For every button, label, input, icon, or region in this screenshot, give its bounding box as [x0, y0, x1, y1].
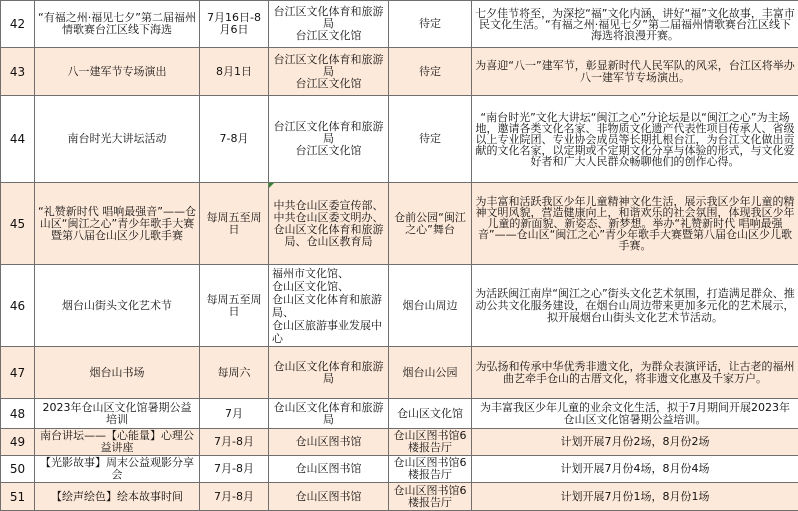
- activity-name-cell[interactable]: 南台时光大讲坛活动: [35, 96, 200, 183]
- row-number[interactable]: 49: [1, 429, 35, 456]
- activity-name-cell[interactable]: “礼赞新时代 唱响最强音”——仓山区“闽江之心”青少年歌手大赛暨第八届仓山区少儿歌手赛: [35, 183, 200, 265]
- activity-name-cell[interactable]: 【光影故事】周末公益观影分享会: [35, 456, 200, 483]
- activity-name-cell[interactable]: 烟台山街头文化艺术节: [35, 265, 200, 347]
- activity-name-cell[interactable]: “有福之州·福见七夕”第二届福州情歌赛台江区线下海选: [35, 1, 200, 48]
- organizer-cell[interactable]: 仓山区图书馆: [269, 429, 389, 456]
- row-number[interactable]: 45: [1, 183, 35, 265]
- activity-time-cell[interactable]: 8月1日: [200, 48, 269, 96]
- activity-time-cell[interactable]: 7-8月: [200, 96, 269, 183]
- description-cell[interactable]: 为活跃闽江南岸“闽江之心”街头文化艺术氛围，打造满足群众、推动公共文化服务建设，在烟台山周边带来更加多元化的艺术展示，拟开展烟台山街头文化艺术节活动。: [472, 265, 798, 347]
- table-row: [1, 429, 798, 456]
- venue-cell[interactable]: 仓山区图书馆6楼报告厅: [389, 456, 472, 483]
- table-row: [1, 96, 798, 183]
- description-cell[interactable]: 为丰富和活跃我区少年儿童精神文化生活，展示我区少年儿童的精神文明风貌，营造健康向上，和谐欢乐的社会氛围，体现我区少年儿童的新面貌、新姿态、新梦想。举办“礼赞新时代 唱响最强音”——仓山区“闽江之心”青少年歌手大赛暨第八届仓山区少儿歌手赛。: [472, 183, 798, 265]
- venue-cell[interactable]: 待定: [389, 48, 472, 96]
- table-row: [1, 483, 798, 511]
- description-cell[interactable]: 七夕佳节将至，为深挖“福”文化内涵，讲好“福”文化故事，丰富市民文化生活。“有福之州·福见七夕”第二届福州情歌赛台江区线下海选将浪漫开赛。: [472, 1, 798, 48]
- organizer-cell[interactable]: 台江区文化体育和旅游局 台江区文化馆: [269, 1, 389, 48]
- venue-cell[interactable]: 烟台山周边: [389, 265, 472, 347]
- activity-time-cell[interactable]: 7月: [200, 399, 269, 429]
- table-row: [1, 1, 798, 48]
- row-number[interactable]: 43: [1, 48, 35, 96]
- row-number[interactable]: 44: [1, 96, 35, 183]
- row-number[interactable]: 50: [1, 456, 35, 483]
- venue-cell[interactable]: 仓山区图书馆6楼报告厅: [389, 483, 472, 511]
- row-number[interactable]: 46: [1, 265, 35, 347]
- row-number[interactable]: 51: [1, 483, 35, 511]
- description-cell[interactable]: 为丰富我区少年儿童的业余文化生活，拟于7月期间开展2023年仓山区文化馆暑期公益培训。: [472, 399, 798, 429]
- table-row: [1, 347, 798, 399]
- activity-time-cell[interactable]: 7月-8月: [200, 483, 269, 511]
- venue-cell[interactable]: 烟台山公园: [389, 347, 472, 399]
- venue-cell[interactable]: 仓山区图书馆6楼报告厅: [389, 429, 472, 456]
- table-row: [1, 399, 798, 429]
- activity-time-cell[interactable]: 每周五至周日: [200, 183, 269, 265]
- row-number[interactable]: 42: [1, 1, 35, 48]
- venue-cell[interactable]: 仓前公园“闽江之心”舞台: [389, 183, 472, 265]
- organizer-cell[interactable]: 仓山区文化体育和旅游局: [269, 347, 389, 399]
- activity-time-cell[interactable]: 7月16日-8月6日: [200, 1, 269, 48]
- row-number[interactable]: 47: [1, 347, 35, 399]
- venue-cell[interactable]: 仓山区文化馆: [389, 399, 472, 429]
- activity-name-cell[interactable]: 八一建军节专场演出: [35, 48, 200, 96]
- description-cell[interactable]: “南台时光”文化大讲坛“闽江之心”分论坛是以“闽江之心”为主场地，邀请各类文化名家、非物质文化遗产代表性项目传承人、省级以上专业院团、专业协会成员等长期扎根台江，为台江文化做出贡献的文化名家，以定期或不定期文化分享与体验的形式，与文化爱好者和广大人民群众畅聊他们的创作心得。: [472, 96, 798, 183]
- table-row: [1, 265, 798, 347]
- activity-name-cell[interactable]: 烟台山书场: [35, 347, 200, 399]
- description-cell[interactable]: 为喜迎“八一”建军节，彰显新时代人民军队的风采，台江区将举办八一建军节专场演出。: [472, 48, 798, 96]
- activity-name-cell[interactable]: 2023年仓山区文化馆暑期公益培训: [35, 399, 200, 429]
- venue-cell[interactable]: 待定: [389, 96, 472, 183]
- organizer-cell[interactable]: 台江区文化体育和旅游局 台江区文化馆: [269, 96, 389, 183]
- activity-name-cell[interactable]: 南台讲坛——【心能量】心理公益讲座: [35, 429, 200, 456]
- table-row: [1, 183, 798, 265]
- table-row: [1, 48, 798, 96]
- organizer-cell[interactable]: 台江区文化体育和旅游局 台江区文化馆: [269, 48, 389, 96]
- row-number[interactable]: 48: [1, 399, 35, 429]
- organizer-cell[interactable]: 仓山区图书馆: [269, 483, 389, 511]
- activity-name-cell[interactable]: 【绘声绘色】绘本故事时间: [35, 483, 200, 511]
- activity-time-cell[interactable]: 7月-8月: [200, 429, 269, 456]
- activity-time-cell[interactable]: 7月-8月: [200, 456, 269, 483]
- organizer-cell[interactable]: 仓山区图书馆: [269, 456, 389, 483]
- description-cell[interactable]: 计划开展7月份4场，8月份4场: [472, 456, 798, 483]
- organizer-cell[interactable]: 中共仓山区委宣传部、中共仓山区委文明办、仓山区文化体育和旅游局、仓山区教育局: [269, 183, 389, 265]
- description-cell[interactable]: 计划开展7月份2场，8月份2场: [472, 429, 798, 456]
- activity-time-cell[interactable]: 每周六: [200, 347, 269, 399]
- organizer-cell[interactable]: 仓山区文化体育和旅游局: [269, 399, 389, 429]
- activity-time-cell[interactable]: 每周五至周日: [200, 265, 269, 347]
- description-cell[interactable]: 计划开展7月份1场，8月份1场: [472, 483, 798, 511]
- table-row: [1, 456, 798, 483]
- organizer-cell[interactable]: 福州市文化馆、 仓山区文化馆、 仓山区文化体育和旅游局、 仓山区旅游事业发展中心: [269, 265, 389, 347]
- description-cell[interactable]: 为弘扬和传承中华优秀非遗文化，为群众表演评话，让古老的福州曲艺牵手仓山的古厝文化，将非遗文化惠及千家万户。: [472, 347, 798, 399]
- venue-cell[interactable]: 待定: [389, 1, 472, 48]
